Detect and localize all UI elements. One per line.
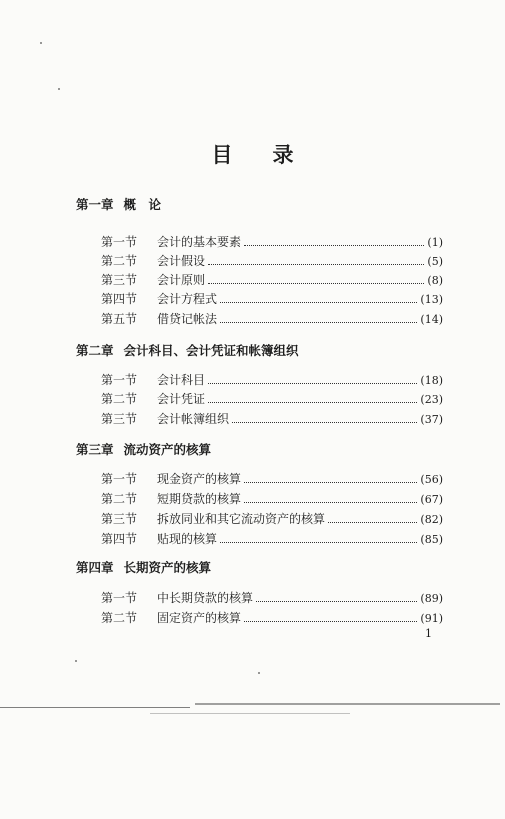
chapter-heading [76, 341, 299, 359]
dot-leader [256, 592, 417, 602]
scan-line [195, 703, 500, 705]
page-number: (37) [420, 413, 443, 426]
toc-entry[interactable] [101, 530, 443, 546]
toc-entry[interactable] [101, 609, 443, 625]
dot-leader [328, 513, 417, 523]
section-number: 第一节 [101, 591, 138, 605]
section-number: 第二节 [101, 611, 138, 625]
section-number: 第五节 [101, 312, 138, 326]
scan-line [150, 713, 350, 714]
section-number: 第二节 [101, 392, 138, 406]
toc-entry[interactable] [101, 371, 443, 387]
toc-entry[interactable] [101, 252, 443, 268]
dot-leader [220, 313, 417, 323]
toc-entry[interactable] [101, 271, 443, 287]
chapter-heading [76, 558, 211, 576]
chapter-title: 概 论 [123, 197, 162, 212]
section-title: 会计原则 [157, 273, 206, 287]
section-title: 会计凭证 [157, 392, 206, 406]
chapter-number: 第一章 [76, 197, 114, 212]
page-number: (8) [427, 274, 443, 287]
dot-leader [220, 293, 417, 303]
section-title: 借贷记帐法 [157, 312, 218, 326]
section-number: 第四节 [101, 292, 138, 306]
dot-leader [220, 533, 417, 543]
toc-entry[interactable] [101, 510, 443, 526]
page-number: (82) [420, 513, 443, 526]
toc-entry[interactable] [101, 410, 443, 426]
page-number: (23) [420, 393, 443, 406]
section-number: 第四节 [101, 532, 138, 546]
section-title: 固定资产的核算 [157, 611, 242, 625]
page-number: (56) [420, 473, 443, 486]
chapter-number: 第四章 [76, 560, 114, 575]
toc-entry[interactable] [101, 290, 443, 306]
section-number: 第三节 [101, 412, 138, 426]
dot-leader [208, 274, 424, 284]
page-title-left: 目 [211, 143, 233, 167]
section-number: 第二节 [101, 254, 138, 268]
dot-leader [244, 493, 417, 503]
toc-entry[interactable] [101, 490, 443, 506]
page-number: (13) [420, 293, 443, 306]
chapter-title: 流动资产的核算 [123, 442, 212, 457]
toc-entry[interactable] [101, 470, 443, 486]
section-number: 第一节 [101, 235, 138, 249]
page-number: (14) [420, 313, 443, 326]
chapter-number: 第二章 [76, 343, 114, 358]
page-title [0, 139, 505, 169]
page-number: (1) [427, 236, 443, 249]
folio-number: 1 [425, 627, 432, 640]
chapter-heading [76, 440, 211, 458]
dot-leader [232, 413, 417, 423]
dot-leader [244, 473, 417, 483]
page-number: (18) [420, 374, 443, 387]
page-number: (85) [420, 533, 443, 546]
dot-leader [244, 612, 417, 622]
section-title: 贴现的核算 [157, 532, 218, 546]
section-title: 会计科目 [157, 373, 206, 387]
scan-speck [58, 88, 60, 90]
scan-speck [40, 42, 42, 44]
scan-speck [258, 672, 260, 674]
page-title-right: 录 [272, 143, 294, 167]
section-number: 第三节 [101, 512, 138, 526]
scan-speck [75, 660, 77, 662]
chapter-title: 会计科目、会计凭证和帐簿组织 [123, 343, 299, 358]
section-title: 会计方程式 [157, 292, 218, 306]
chapter-number: 第三章 [76, 442, 114, 457]
page-number: (89) [420, 592, 443, 605]
page-number: (5) [427, 255, 443, 268]
dot-leader [244, 236, 424, 246]
section-title: 会计假设 [157, 254, 206, 268]
section-title: 中长期贷款的核算 [157, 591, 254, 605]
chapter-title: 长期资产的核算 [123, 560, 212, 575]
toc-entry[interactable] [101, 589, 443, 605]
section-title: 现金资产的核算 [157, 472, 242, 486]
dot-leader [208, 255, 424, 265]
section-title: 会计帐簿组织 [157, 412, 230, 426]
section-title: 短期贷款的核算 [157, 492, 242, 506]
toc-entry[interactable] [101, 310, 443, 326]
section-number: 第一节 [101, 373, 138, 387]
toc-entry[interactable] [101, 390, 443, 406]
dot-leader [208, 374, 417, 384]
chapter-heading [76, 195, 161, 213]
section-number: 第一节 [101, 472, 138, 486]
section-title: 拆放同业和其它流动资产的核算 [157, 512, 326, 526]
page-number: (91) [420, 612, 443, 625]
section-number: 第三节 [101, 273, 138, 287]
toc-entry[interactable] [101, 233, 443, 249]
dot-leader [208, 393, 417, 403]
section-number: 第二节 [101, 492, 138, 506]
section-title: 会计的基本要素 [157, 235, 242, 249]
scan-line [0, 707, 190, 708]
page-number: (67) [420, 493, 443, 506]
